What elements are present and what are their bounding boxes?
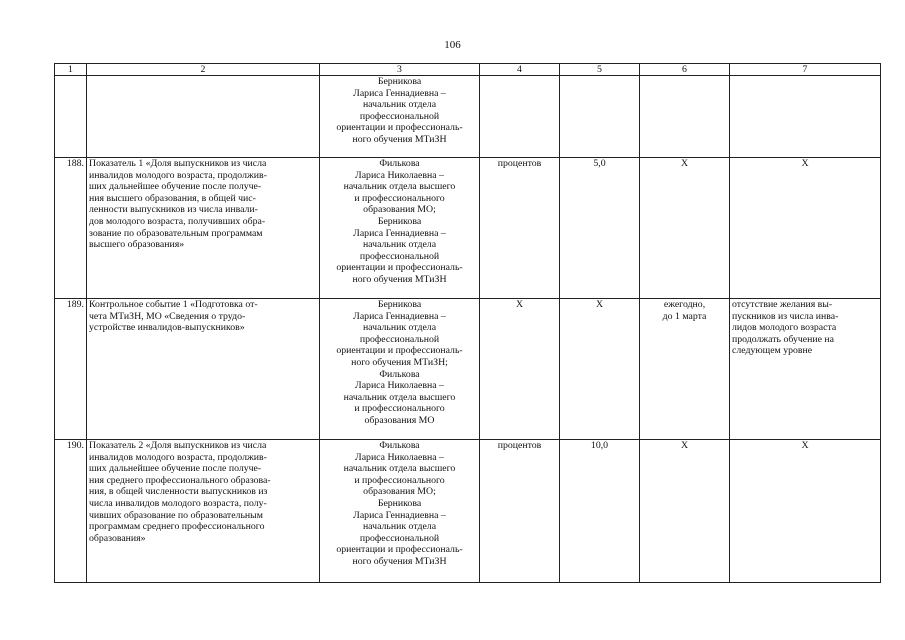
responsible-person: Филькова Лариса Николаевна – начальник отдела высшего и профессионального образования МО; Берникова Лариса Геннадиевна – начальник отдела профессиональной ориентации и профессиональ- ного обучения МТиЗН [320, 158, 480, 299]
value-cell: 10,0 [560, 440, 640, 583]
value-cell: 5,0 [560, 158, 640, 299]
responsible-person: Берникова Лариса Геннадиевна – начальник отдела профессиональной ориентации и профессиональ- ного обучения МТиЗН [320, 76, 480, 158]
value-cell: X [560, 299, 640, 440]
risk-cell: X [730, 440, 881, 583]
column-header-4: 4 [480, 64, 560, 76]
deadline-cell: X [640, 158, 730, 299]
row-number: 189. [55, 299, 87, 440]
unit-cell: X [480, 299, 560, 440]
unit-cell [480, 76, 560, 158]
unit-cell: процентов [480, 440, 560, 583]
row-number [55, 76, 87, 158]
row-number: 188. [55, 158, 87, 299]
column-header-3: 3 [320, 64, 480, 76]
row-number: 190. [55, 440, 87, 583]
item-name: Контрольное событие 1 «Подготовка от- чета МТиЗН, МО «Сведения о трудо- устройстве инвалидов-выпускников» [87, 299, 320, 440]
responsible-person: Берникова Лариса Геннадиевна – начальник отдела профессиональной ориентации и профессиональ- ного обучения МТиЗН; Филькова Лариса Николаевна – начальник отдела высшего и профессионального образования МО [320, 299, 480, 440]
table-row-continuation [55, 76, 881, 158]
column-header-7: 7 [730, 64, 881, 76]
column-header-6: 6 [640, 64, 730, 76]
value-cell [560, 76, 640, 158]
risk-cell: X [730, 158, 881, 299]
item-name: Показатель 1 «Доля выпускников из числа инвалидов молодого возраста, продолжив- ших дальнейшее обучение после получе- ния высшего образования, в общей чис- ленности выпускников из числа инвали- дов молодого возраста, получивших обра- зование по образовательным программам высшего образования» [87, 158, 320, 299]
item-name [87, 76, 320, 158]
column-number-row [55, 64, 881, 76]
risk-cell: отсутствие желания вы- пускников из числа инва- лидов молодого возраста продолжать обучение на следующем уровне [730, 299, 881, 440]
risk-cell [730, 76, 881, 158]
column-header-5: 5 [560, 64, 640, 76]
table-row-188 [55, 158, 881, 299]
column-header-2: 2 [87, 64, 320, 76]
page-number: 106 [444, 39, 461, 51]
responsible-person: Филькова Лариса Николаевна – начальник отдела высшего и профессионального образования МО; Берникова Лариса Геннадиевна – начальник отдела профессиональной ориентации и профессиональ- ного обучения МТиЗН [320, 440, 480, 583]
unit-cell: процентов [480, 158, 560, 299]
table-row-190 [55, 440, 881, 583]
plan-table [54, 63, 881, 583]
table-row-189 [55, 299, 881, 440]
deadline-cell [640, 76, 730, 158]
item-name: Показатель 2 «Доля выпускников из числа инвалидов молодого возраста, продолжив- ших дальнейшее обучение после получе- ния среднего профессионального образова- ния, в общей численности выпускников из числа инвалидов молодого возраста, полу- чивших образование по образовательным программам среднего профессионального образования» [87, 440, 320, 583]
column-header-1: 1 [55, 64, 87, 76]
deadline-cell: X [640, 440, 730, 583]
deadline-cell: ежегодно, до 1 марта [640, 299, 730, 440]
